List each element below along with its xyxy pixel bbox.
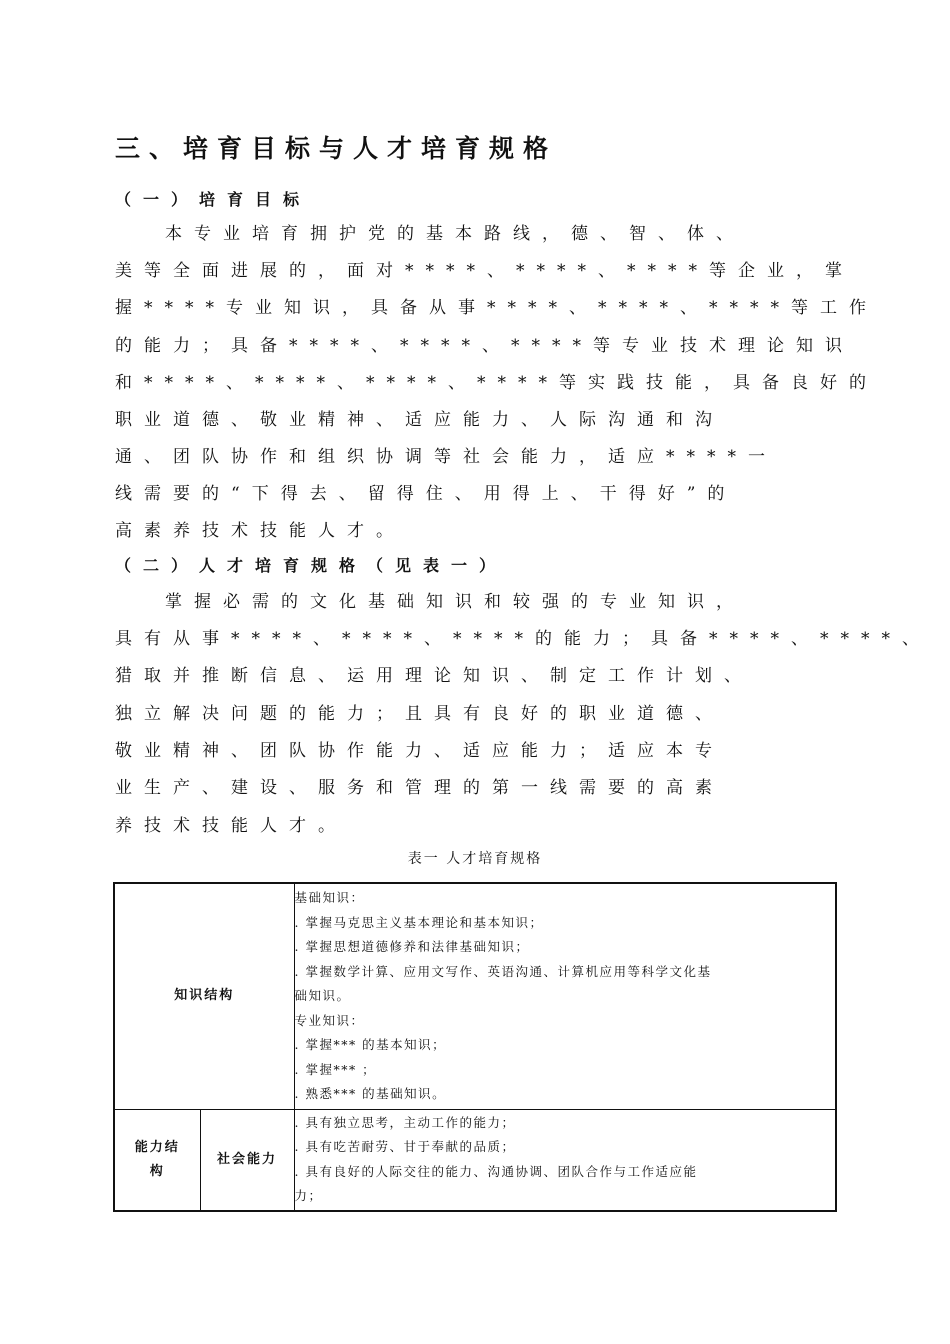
knowledge-line: . 掌握数学计算、应用文写作、英语沟通、计算机应用等科学文化基 <box>294 963 712 979</box>
section1-line: 美等全面进展的，面对****、****、****等企业，掌 <box>115 261 854 281</box>
section1-line: 高素养技术技能人才。 <box>115 521 405 541</box>
knowledge-line: 础知识。 <box>294 988 351 1003</box>
table-row <box>114 883 836 1109</box>
knowledge-line: . 掌握马克思主义基本理论和基本知识； <box>294 914 544 930</box>
page-heading: 三、培育目标与人才培育规格 <box>115 134 558 163</box>
ability-line: . 具有吃苦耐劳、甘于奉献的品质； <box>294 1139 516 1155</box>
table-row <box>114 1109 836 1211</box>
section1-line: 本专业培育拥护党的基本路线，德、智、体、 <box>165 224 745 244</box>
section2-line: 猎取并推断信息、运用理论知识、制定工作计划、 <box>115 666 753 686</box>
section1-line: 的能力；具备****、****、****等专业技术理论知识 <box>115 336 854 356</box>
knowledge-structure-content <box>294 883 836 1109</box>
social-ability-content <box>294 1109 836 1211</box>
knowledge-line: . 掌握思想道德修养和法律基础知识； <box>294 939 530 954</box>
section2-line: 掌握必需的文化基础知识和较强的专业知识， <box>165 592 745 612</box>
section1-line: 和****、****、****、****等实践技能，具备良好的 <box>115 373 878 393</box>
ability-line: . 具有良好的人际交往的能力、沟通协调、团队合作与工作适应能 <box>294 1163 698 1179</box>
section1-line: 握****专业知识，具备从事****、****、****等工作 <box>115 298 878 318</box>
section2-title: （二）人才培育规格（见表一） <box>115 556 508 575</box>
ability-structure-label: 能力结构 <box>114 1109 200 1211</box>
section2-line: 具有从事****、****、****的能力；具备****、****、 <box>115 629 931 649</box>
social-ability-label: 社会能力 <box>200 1109 294 1211</box>
knowledge-line: . 掌握*** 的基本知识； <box>294 1037 447 1052</box>
knowledge-line: . 熟悉*** 的基础知识。 <box>294 1086 447 1101</box>
talent-spec-table <box>113 882 837 1212</box>
section2-line: 养技术技能人才。 <box>115 816 347 836</box>
table-caption: 表一 人才培育规格 <box>407 851 543 867</box>
knowledge-line: . 掌握*** ； <box>294 1061 377 1077</box>
knowledge-line: 专业知识： <box>294 1012 365 1028</box>
section1-title: （一）培育目标 <box>115 190 312 209</box>
knowledge-structure-label: 知识结构 <box>114 883 294 1109</box>
section1-line: 线需要的“下得去、留得住、用得上、干得好”的 <box>115 484 737 504</box>
ability-line: . 具有独立思考，主动工作的能力； <box>294 1114 516 1130</box>
knowledge-line: 基础知识： <box>294 890 365 905</box>
section1-line: 职业道德、敬业精神、适应能力、人际沟通和沟 <box>115 410 724 430</box>
section1-line: 通、团队协作和组织协调等社会能力，适应****一 <box>115 447 777 467</box>
section2-line: 敬业精神、团队协作能力、适应能力；适应本专 <box>115 741 724 761</box>
ability-line: 力； <box>294 1188 323 1204</box>
section2-line: 独立解决问题的能力；且具有良好的职业道德、 <box>115 704 724 724</box>
section2-line: 业生产、建设、服务和管理的第一线需要的高素 <box>115 778 724 798</box>
